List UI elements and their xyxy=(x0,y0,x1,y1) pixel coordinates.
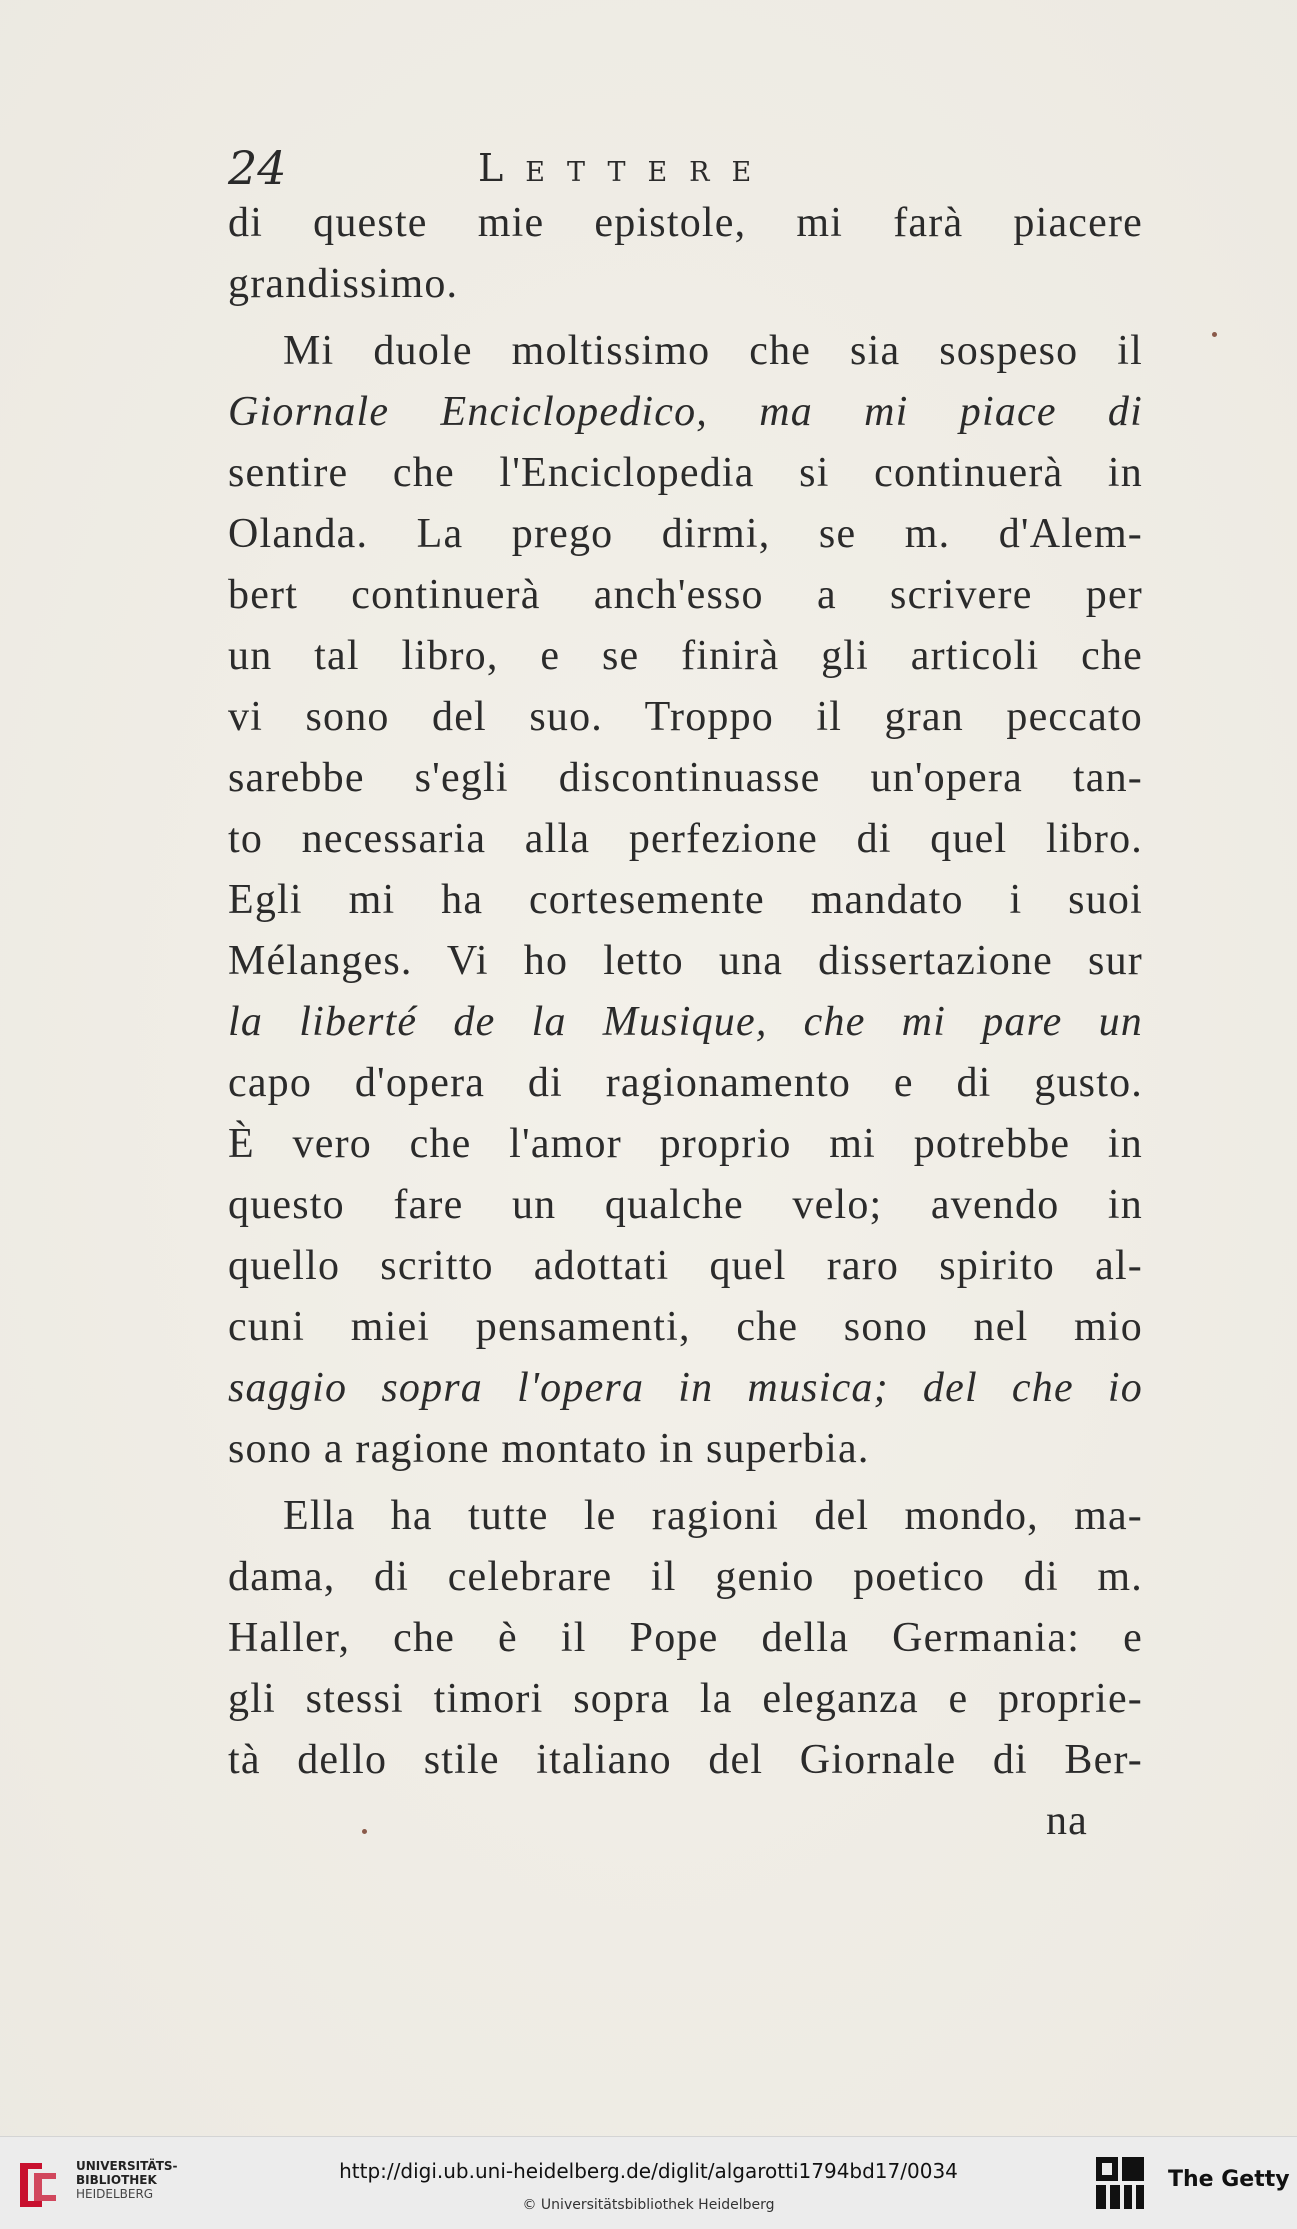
text-line: la liberté de la Musique, che mi pare un xyxy=(228,999,1143,1045)
text-line: È vero che l'amor proprio mi potrebbe in xyxy=(228,1121,1143,1167)
text-line: grandissimo. xyxy=(228,261,459,307)
text-line: saggio sopra l'opera in musica; del che io xyxy=(228,1365,1143,1411)
running-title: Lettere xyxy=(478,146,774,190)
text-line: Egli mi ha cortesemente mandato i suoi xyxy=(228,877,1143,923)
page-number: 24 xyxy=(228,141,287,195)
text-line: vi sono del suo. Troppo il gran peccato xyxy=(228,694,1143,740)
text-line: sono a ragione montato in superbia. xyxy=(228,1426,870,1472)
copyright-notice: © Universitätsbibliothek Heidelberg xyxy=(522,2197,775,2213)
text-line: dama, di celebrare il genio poetico di m. xyxy=(228,1554,1143,1600)
institution-line: HEIDELBERG xyxy=(76,2187,154,2201)
text-line: Giornale Enciclopedico, ma mi piace di xyxy=(228,389,1143,435)
text-line: sarebbe s'egli discontinuasse un'opera tan- xyxy=(228,755,1143,801)
institution-line: BIBLIOTHEK xyxy=(76,2173,157,2187)
ink-speck xyxy=(1212,332,1217,337)
text-line: bert continuerà anch'esso a scrivere per xyxy=(228,572,1143,618)
permalink-url[interactable]: http://digi.ub.uni-heidelberg.de/diglit/algarotti1794bd17/0034 xyxy=(339,2159,958,2183)
institution-line: UNIVERSITÄTS- xyxy=(76,2159,178,2173)
text-line: Olanda. La prego dirmi, se m. d'Alem- xyxy=(228,511,1143,557)
text-line: gli stessi timori sopra la eleganza e proprie- xyxy=(228,1676,1143,1722)
text-line: un tal libro, e se finirà gli articoli che xyxy=(228,633,1143,679)
text-line: sentire che l'Enciclopedia si continuerà in xyxy=(228,450,1143,496)
running-head xyxy=(228,138,1128,198)
catchword: na xyxy=(1045,1798,1088,1844)
footer-bar xyxy=(0,2136,1297,2229)
text-line: to necessaria alla perfezione di quel libro. xyxy=(228,816,1143,862)
text-line: tà dello stile italiano del Giornale di Ber- xyxy=(228,1737,1143,1783)
text-line: Haller, che è il Pope della Germania: e xyxy=(228,1615,1143,1661)
ink-speck xyxy=(362,1829,367,1834)
getty-logo-icon xyxy=(1092,2153,1148,2213)
text-line: cuni miei pensamenti, che sono nel mio xyxy=(228,1304,1143,1350)
body-text xyxy=(228,193,1143,1852)
text-line: Ella ha tutte le ragioni del mondo, ma- xyxy=(283,1493,1143,1539)
text-line: Mélanges. Vi ho letto una dissertazione sur xyxy=(228,938,1143,984)
text-line: Mi duole moltissimo che sia sospeso il xyxy=(283,328,1143,374)
text-line: capo d'opera di ragionamento e di gusto. xyxy=(228,1060,1143,1106)
getty-partner-name: The Getty xyxy=(1168,2167,1290,2192)
text-line: di queste mie epistole, mi farà piacere xyxy=(228,200,1143,246)
text-line: quello scritto adottati quel raro spirito al- xyxy=(228,1243,1143,1289)
text-line: questo fare un qualche velo; avendo in xyxy=(228,1182,1143,1228)
